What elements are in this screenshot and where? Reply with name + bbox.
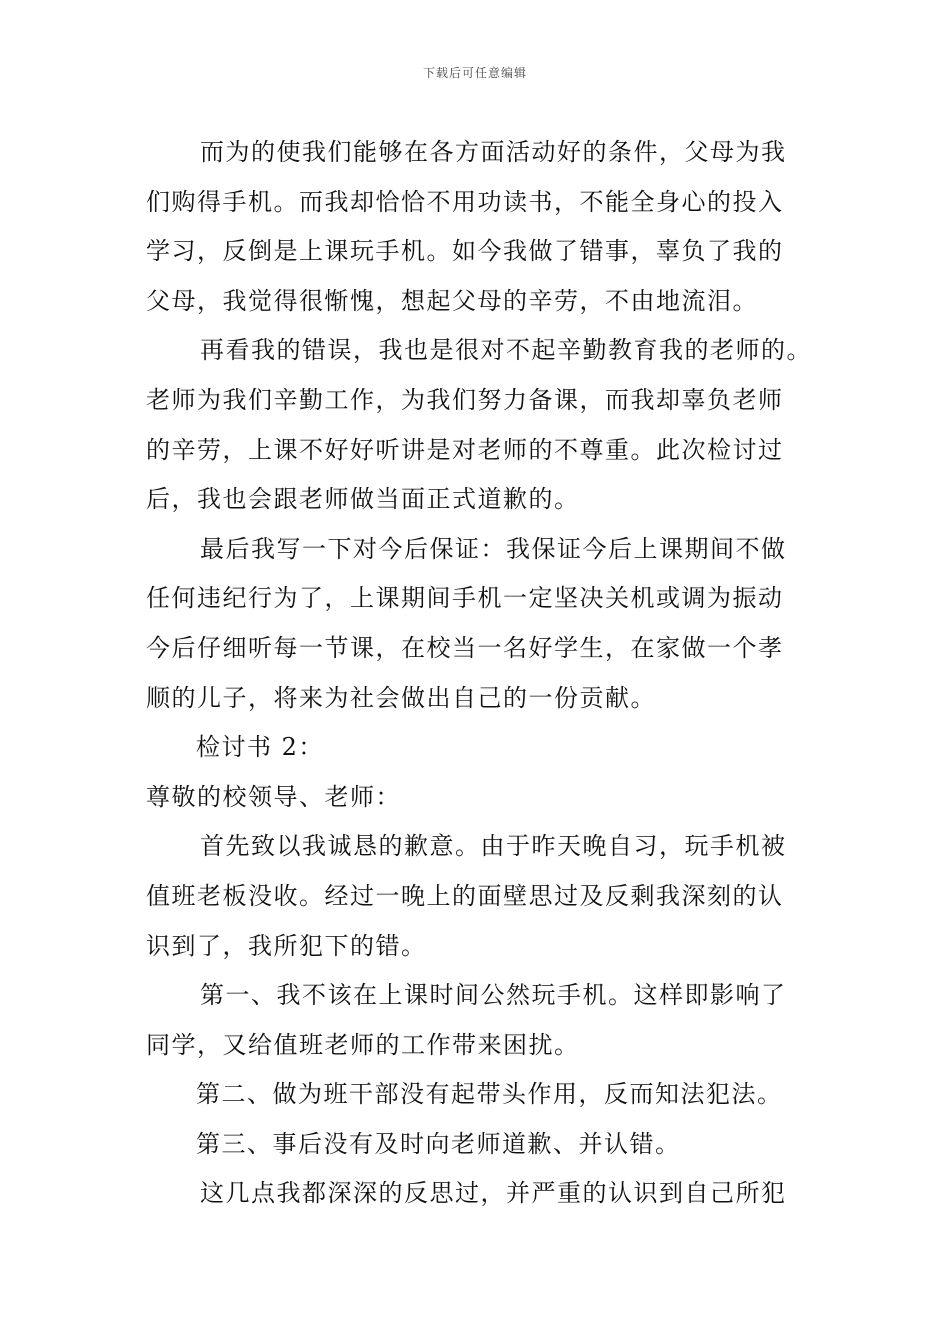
document-body	[146, 128, 816, 1219]
text-line: 第一、我不该在上课时间公然玩手机。这样即影响了	[200, 981, 787, 1010]
text-line: 父母，我觉得很惭愧，想起父母的辛劳，不由地流泪。	[146, 286, 758, 315]
page-header: 下载后可任意编辑	[422, 66, 527, 80]
text-line: 顺的儿子，将来为社会做出自己的一份贡献。	[146, 683, 656, 712]
section-heading: 检讨书 2：	[196, 733, 324, 762]
text-line: 学习，反倒是上课玩手机。如今我做了错事，辜负了我的	[146, 237, 784, 266]
text-line: 再看我的错误，我也是很对不起辛勤教育我的老师的。	[200, 336, 812, 365]
text-line: 第三、事后没有及时向老师道歉、并认错。	[196, 1129, 681, 1158]
text-line: 任何违纪行为了，上课期间手机一定坚决关机或调为振动	[146, 584, 784, 613]
text-line: 的辛劳，上课不好好听讲是对老师的不尊重。此次检讨过	[146, 435, 784, 464]
text-line: 今后仔细听每一节课，在校当一名好学生，在家做一个孝	[146, 633, 784, 662]
text-line: 们购得手机。而我却恰恰不用功读书，不能全身心的投入	[146, 187, 784, 216]
text-line: 第二、做为班干部没有起带头作用，反而知法犯法。	[196, 1080, 783, 1109]
text-line: 而为的使我们能够在各方面活动好的条件，父母为我	[200, 138, 787, 166]
text-line: 最后我写一下对今后保证：我保证今后上课期间不做	[200, 534, 787, 563]
text-line: 这几点我都深深的反思过，并严重的认识到自己所犯	[200, 1179, 787, 1208]
salutation: 尊敬的校领导、老师：	[146, 782, 401, 811]
text-line: 后，我也会跟老师做当面正式道歉的。	[146, 485, 580, 514]
text-line: 识到了，我所犯下的错。	[146, 931, 427, 960]
text-line: 首先致以我诚恳的歉意。由于昨天晚自习，玩手机被	[200, 832, 787, 861]
text-line: 老师为我们辛勤工作，为我们努力备课，而我却辜负老师	[146, 385, 784, 414]
text-line: 同学，又给值班老师的工作带来困扰。	[146, 1030, 580, 1059]
text-line: 值班老板没收。经过一晚上的面壁思过及反剩我深刻的认	[146, 881, 784, 910]
